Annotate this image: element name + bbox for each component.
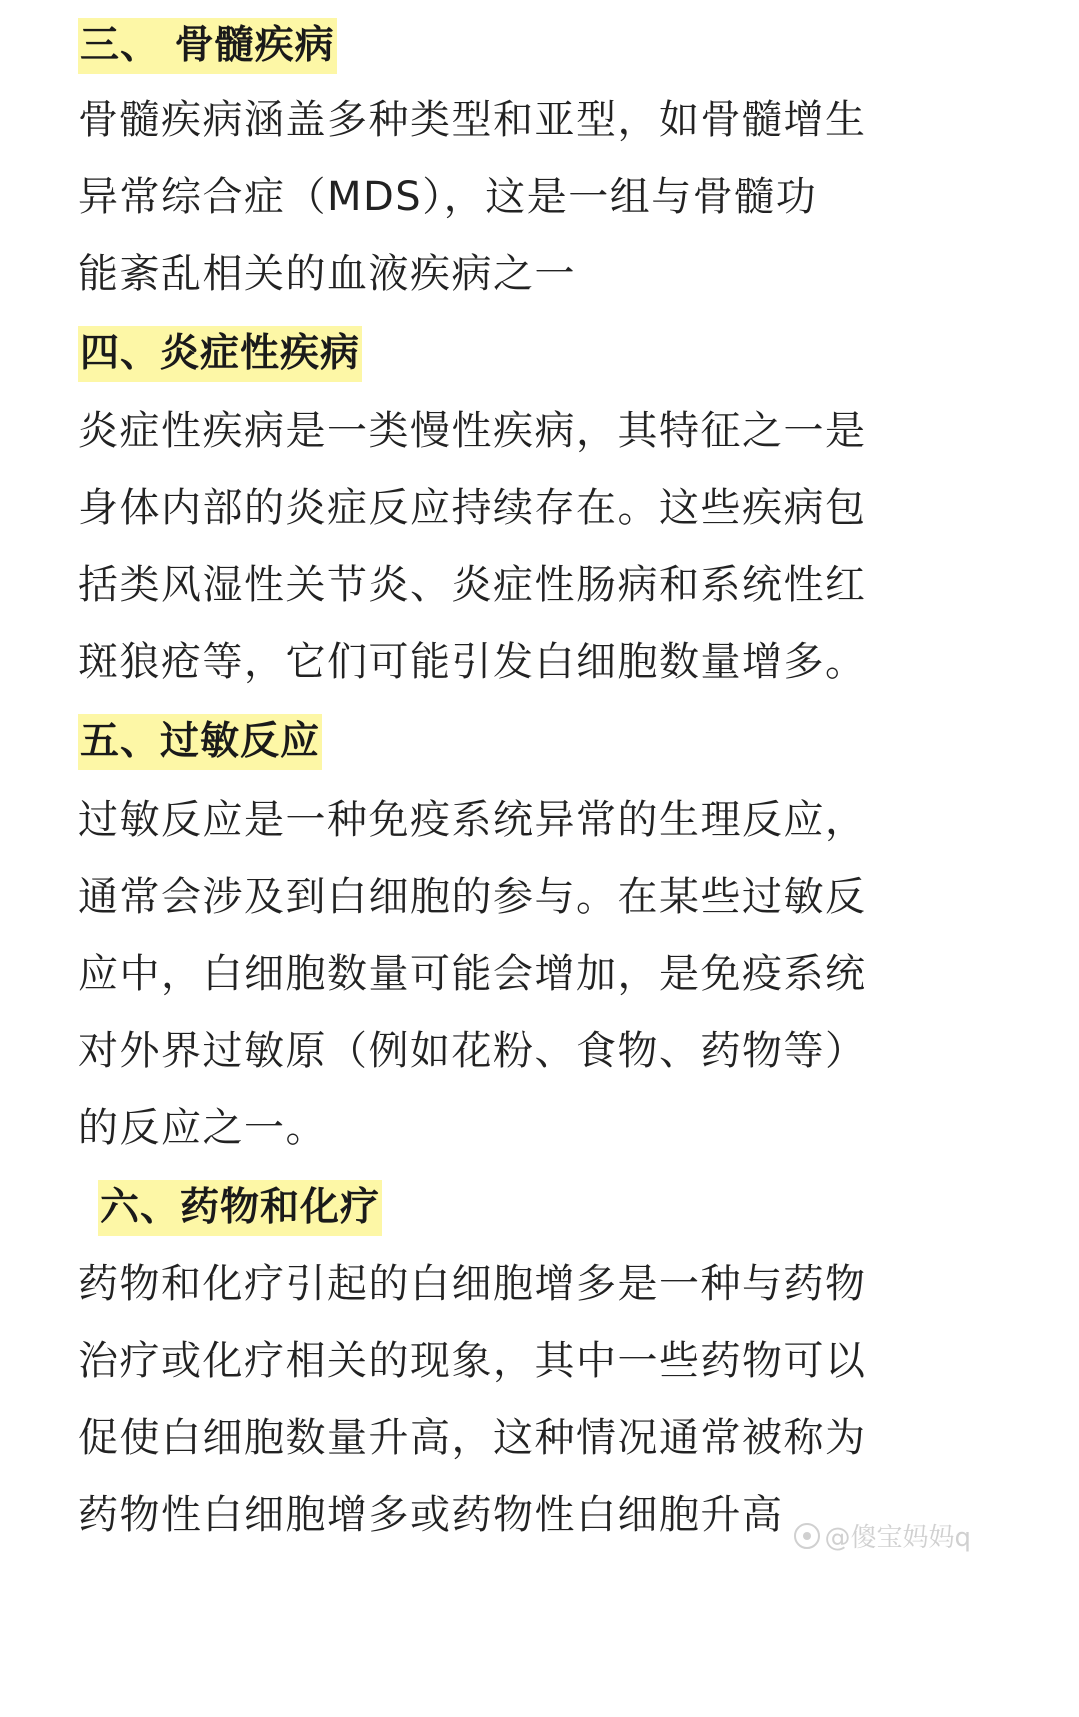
paragraph-line: 药物性白细胞增多或药物性白细胞升高 xyxy=(78,1492,784,1538)
section-paragraph-bone-marrow xyxy=(78,82,918,313)
section-heading-text: 六、药物和化疗 xyxy=(98,1180,382,1236)
paragraph-line: 药物和化疗引起的白细胞增多是一种与药物 xyxy=(78,1261,867,1307)
paragraph-line: 治疗或化疗相关的现象，其中一些药物可以 xyxy=(78,1338,867,1384)
watermark xyxy=(794,1517,971,1554)
paragraph-line: 能紊乱相关的血液疾病之一 xyxy=(78,251,576,297)
paragraph-line: 骨髓疾病涵盖多种类型和亚型，如骨髓增生 xyxy=(78,97,867,143)
section-paragraph-allergy xyxy=(78,782,918,1167)
paragraph-line: 过敏反应是一种免疫系统异常的生理反应， xyxy=(78,797,867,843)
section-heading-text: 三、 骨髓疾病 xyxy=(78,18,337,74)
paragraph-line: 促使白细胞数量升高，这种情况通常被称为 xyxy=(78,1415,867,1461)
paragraph-line: 对外界过敏原（例如花粉、食物、药物等） xyxy=(78,1028,867,1074)
section-heading-inflammatory xyxy=(78,326,362,382)
paragraph-line: 身体内部的炎症反应持续存在。这些疾病包 xyxy=(78,485,867,531)
section-paragraph-inflammatory xyxy=(78,393,918,701)
section-heading-allergy xyxy=(78,714,322,770)
paragraph-line: 通常会涉及到白细胞的参与。在某些过敏反 xyxy=(78,874,867,920)
section-heading-bone-marrow xyxy=(78,18,337,74)
section-paragraph-drugs-chemo xyxy=(78,1246,918,1554)
paragraph-line: 炎症性疾病是一类慢性疾病，其特征之一是 xyxy=(78,408,867,454)
paragraph-line: 括类风湿性关节炎、炎症性肠病和系统性红 xyxy=(78,562,867,608)
paragraph-line: 斑狼疮等，它们可能引发白细胞数量增多。 xyxy=(78,639,867,685)
paragraph-line: 异常综合症（MDS），这是一组与骨髓功 xyxy=(78,174,818,220)
paragraph-line: 的反应之一。 xyxy=(78,1105,327,1151)
section-heading-text: 四、炎症性疾病 xyxy=(78,326,362,382)
paragraph-line: 应中，白细胞数量可能会增加，是免疫系统 xyxy=(78,951,867,997)
camera-logo-icon xyxy=(794,1523,820,1549)
section-heading-text: 五、过敏反应 xyxy=(78,714,322,770)
section-heading-drugs-chemo xyxy=(98,1180,382,1236)
watermark-text: @傻宝妈妈q xyxy=(824,1523,971,1553)
